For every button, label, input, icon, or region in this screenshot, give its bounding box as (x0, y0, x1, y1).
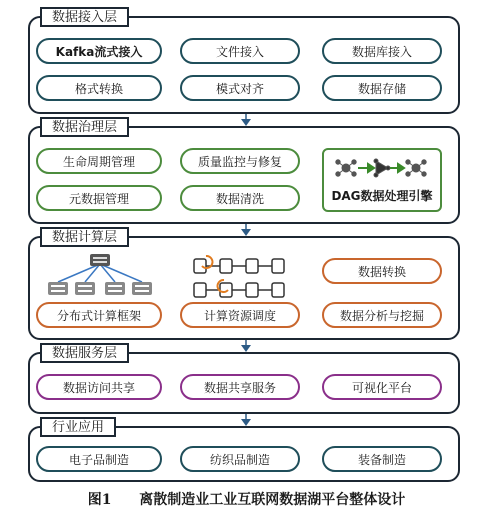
format-conversion: 格式转换 (36, 75, 162, 101)
kafka-stream-ingest: Kafka流式接入 (36, 38, 162, 64)
data-transformation: 数据转换 (322, 258, 442, 284)
data-analysis-mining: 数据分析与挖掘 (322, 302, 442, 328)
access-layer-title: 数据接入层 (40, 7, 129, 27)
data-sharing-service: 数据共享服务 (180, 374, 300, 400)
arrow-down-icon (240, 114, 252, 126)
equipment-manufacturing: 装备制造 (322, 446, 442, 472)
figure-caption-text: 离散制造业工业互联网数据湖平台整体设计 (139, 492, 406, 508)
governance-layer (28, 120, 460, 224)
distributed-cluster-icon (40, 252, 160, 298)
compute-layer (28, 230, 460, 340)
data-storage: 数据存储 (322, 75, 442, 101)
file-ingest: 文件接入 (180, 38, 300, 64)
dag-engine-label: DAG数据处理引擎 (331, 189, 433, 203)
lifecycle-management: 生命周期管理 (36, 148, 162, 174)
textile-manufacturing: 纺织品制造 (180, 446, 300, 472)
compute-resource-scheduling: 计算资源调度 (180, 302, 300, 328)
distributed-computing-framework: 分布式计算框架 (36, 302, 162, 328)
figure-caption (0, 489, 493, 509)
access-layer (28, 10, 460, 114)
dag-graph-icon (324, 152, 440, 186)
resource-scheduling-icon (186, 252, 296, 302)
figure-number: 图1 (87, 492, 112, 508)
service-layer-title: 数据服务层 (40, 343, 129, 363)
arrow-down-icon (240, 414, 252, 426)
electronics-manufacturing: 电子品制造 (36, 446, 162, 472)
service-layer (28, 346, 460, 414)
metadata-management: 元数据管理 (36, 185, 162, 211)
data-access-sharing: 数据访问共享 (36, 374, 162, 400)
compute-layer-title: 数据计算层 (40, 227, 129, 247)
quality-monitoring-repair: 质量监控与修复 (180, 148, 300, 174)
visualization-platform: 可视化平台 (322, 374, 442, 400)
arrow-down-icon (240, 340, 252, 352)
governance-layer-title: 数据治理层 (40, 117, 129, 137)
data-cleaning: 数据清洗 (180, 185, 300, 211)
schema-alignment: 模式对齐 (180, 75, 300, 101)
arrow-down-icon (240, 224, 252, 236)
database-ingest: 数据库接入 (322, 38, 442, 64)
application-layer-title: 行业应用 (40, 417, 116, 437)
dag-engine-box (322, 148, 442, 212)
application-layer (28, 420, 460, 482)
